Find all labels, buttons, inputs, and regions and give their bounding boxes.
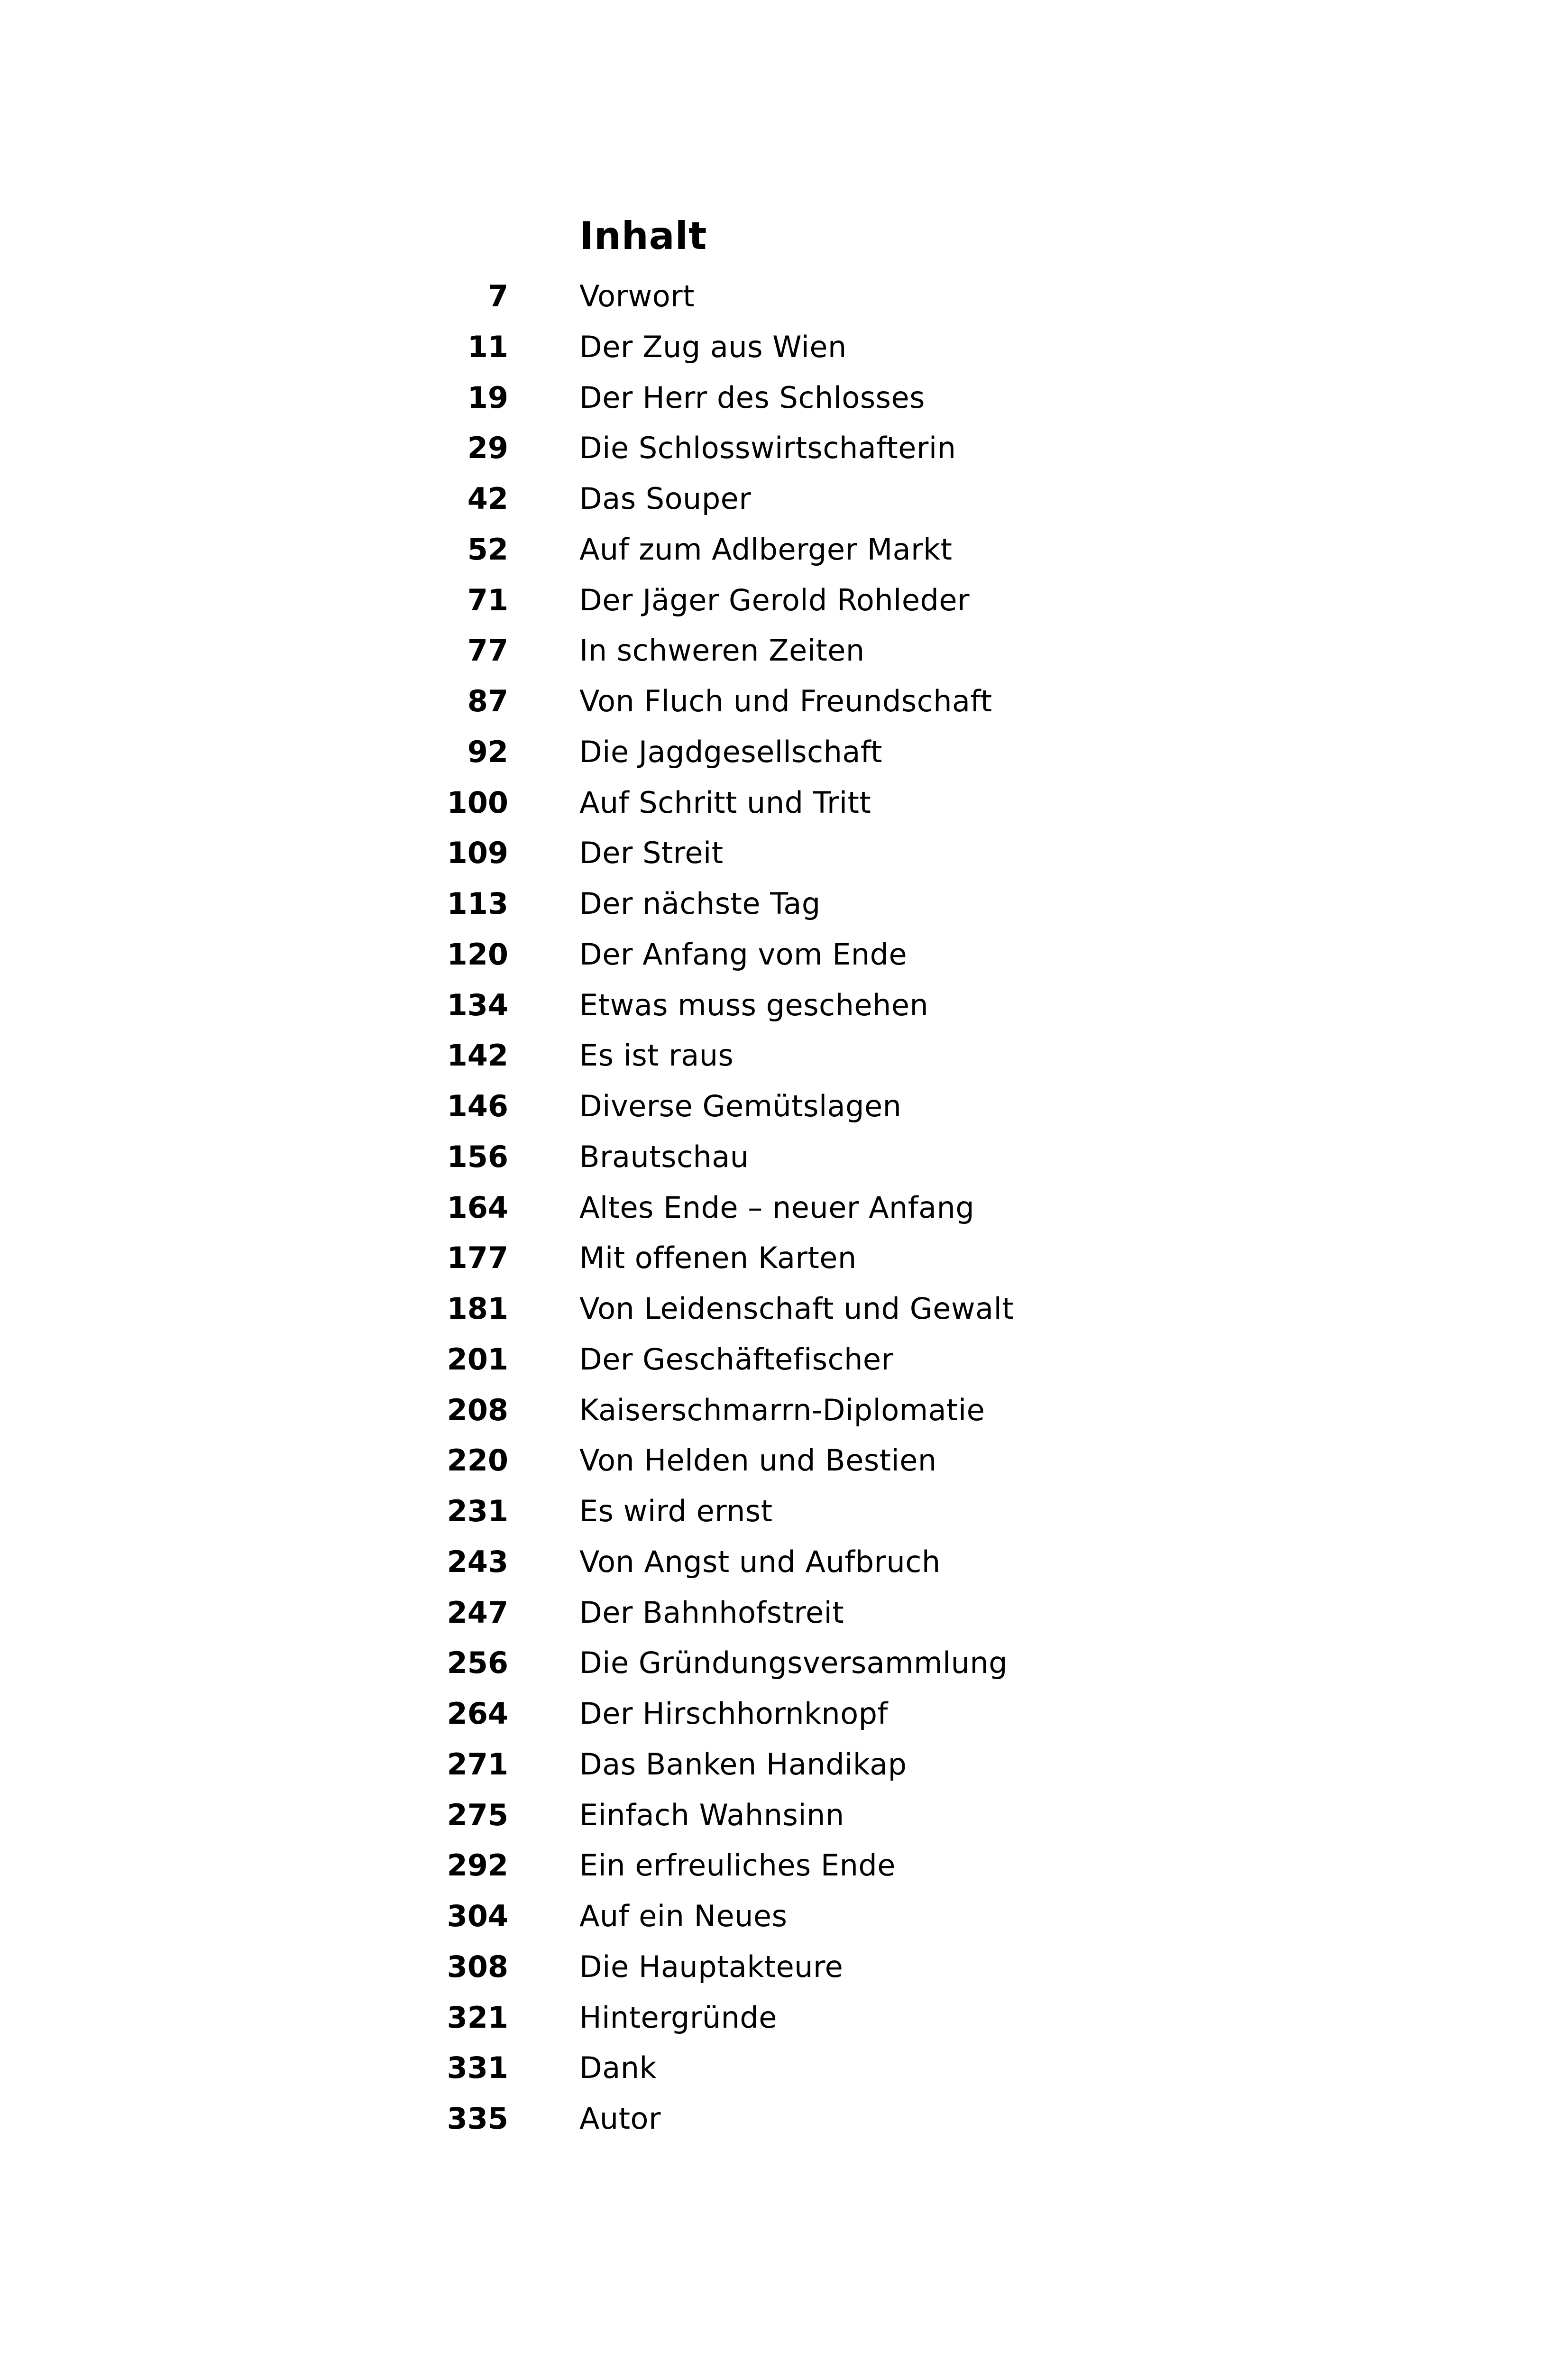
toc-entry [0, 1843, 1568, 1893]
toc-page-number: 52 [467, 532, 508, 567]
toc-page-number: 11 [467, 329, 508, 364]
toc-entry [0, 628, 1568, 679]
toc-page-number: 181 [447, 1291, 508, 1326]
toc-entry [0, 983, 1568, 1033]
toc-chapter-title: Die Schlosswirtschafterin [579, 431, 956, 466]
toc-entry [0, 1489, 1568, 1539]
toc-list [0, 274, 1568, 2147]
toc-entry [0, 679, 1568, 729]
toc-page-number: 71 [467, 582, 508, 617]
toc-entry [0, 324, 1568, 375]
toc-page-number: 231 [447, 1494, 508, 1528]
toc-chapter-title: Der Herr des Schlosses [579, 380, 925, 415]
toc-chapter-title: Der Hirschhornknopf [579, 1696, 888, 1731]
toc-title: Inhalt [579, 214, 707, 258]
toc-page-number: 19 [467, 380, 508, 415]
toc-chapter-title: Von Fluch und Freundschaft [579, 684, 992, 718]
toc-page-number: 42 [467, 481, 508, 516]
toc-page-number: 156 [447, 1139, 508, 1174]
toc-page-number: 275 [447, 1797, 508, 1832]
toc-chapter-title: Der Geschäftefischer [579, 1342, 894, 1377]
toc-entry [0, 1033, 1568, 1084]
toc-entry [0, 1235, 1568, 1286]
toc-entry [0, 1185, 1568, 1236]
toc-chapter-title: Es ist raus [579, 1038, 734, 1073]
toc-page-number: 146 [447, 1089, 508, 1123]
toc-page-number: 321 [447, 2000, 508, 2035]
toc-chapter-title: Autor [579, 2101, 661, 2136]
toc-entry [0, 932, 1568, 983]
toc-entry [0, 476, 1568, 527]
toc-chapter-title: Diverse Gemütslagen [579, 1089, 902, 1123]
toc-chapter-title: Der Jäger Gerold Rohleder [579, 582, 970, 617]
toc-page-number: 77 [467, 633, 508, 668]
toc-entry [0, 425, 1568, 476]
toc-page-number: 113 [447, 886, 508, 921]
toc-chapter-title: Von Helden und Bestien [579, 1443, 937, 1478]
toc-chapter-title: Der Bahnhofstreit [579, 1595, 844, 1630]
toc-chapter-title: Vorwort [579, 279, 695, 313]
toc-entry [0, 274, 1568, 324]
toc-chapter-title: Auf Schritt und Tritt [579, 785, 871, 820]
toc-entry [0, 527, 1568, 578]
toc-page-number: 264 [447, 1696, 508, 1731]
toc-page-number: 177 [447, 1241, 508, 1276]
toc-page-number: 208 [447, 1392, 508, 1427]
toc-page-number: 304 [447, 1899, 508, 1933]
toc-entry [0, 1691, 1568, 1742]
toc-entry [0, 375, 1568, 426]
toc-chapter-title: Die Jagdgesellschaft [579, 734, 882, 769]
toc-chapter-title: Altes Ende – neuer Anfang [579, 1190, 975, 1225]
toc-page-number: 292 [447, 1848, 508, 1883]
toc-chapter-title: Hintergründe [579, 2000, 777, 2035]
toc-page-number: 142 [447, 1038, 508, 1073]
toc-entry [0, 578, 1568, 628]
toc-entry [0, 1995, 1568, 2046]
toc-chapter-title: Auf ein Neues [579, 1899, 788, 1933]
toc-chapter-title: Ein erfreuliches Ende [579, 1848, 896, 1883]
toc-page-number: 331 [447, 2050, 508, 2086]
toc-chapter-title: In schweren Zeiten [579, 633, 865, 668]
toc-page-number: 92 [467, 734, 508, 769]
toc-page-number: 335 [447, 2101, 508, 2136]
toc-page-number: 308 [447, 1949, 508, 1984]
toc-chapter-title: Der Zug aus Wien [579, 329, 847, 364]
toc-entry [0, 1084, 1568, 1134]
toc-chapter-title: Der Streit [579, 836, 724, 871]
toc-chapter-title: Der Anfang vom Ende [579, 937, 908, 972]
toc-chapter-title: Mit offenen Karten [579, 1241, 857, 1276]
toc-chapter-title: Das Banken Handikap [579, 1746, 907, 1782]
toc-page-number: 271 [447, 1746, 508, 1782]
toc-chapter-title: Das Souper [579, 481, 752, 516]
toc-chapter-title: Von Leidenschaft und Gewalt [579, 1291, 1014, 1326]
toc-chapter-title: Kaiserschmarrn-Diplomatie [579, 1392, 985, 1427]
toc-page-number: 109 [447, 836, 508, 871]
toc-entry [0, 2096, 1568, 2147]
toc-page-number: 134 [447, 987, 508, 1022]
toc-entry [0, 1134, 1568, 1185]
toc-chapter-title: Etwas muss geschehen [579, 987, 929, 1022]
toc-chapter-title: Brautschau [579, 1139, 749, 1174]
toc-entry [0, 1590, 1568, 1641]
toc-entry [0, 1539, 1568, 1590]
toc-chapter-title: Einfach Wahnsinn [579, 1797, 844, 1832]
toc-entry [0, 2045, 1568, 2096]
toc-chapter-title: Dank [579, 2050, 657, 2086]
toc-entry [0, 1792, 1568, 1843]
toc-page-number: 87 [467, 684, 508, 718]
toc-entry [0, 1944, 1568, 1995]
toc-entry [0, 1337, 1568, 1388]
toc-entry [0, 1640, 1568, 1691]
toc-entry [0, 881, 1568, 932]
toc-page-number: 7 [487, 279, 508, 313]
toc-chapter-title: Von Angst und Aufbruch [579, 1544, 941, 1579]
toc-page-number: 120 [447, 937, 508, 972]
toc-chapter-title: Der nächste Tag [579, 886, 821, 921]
toc-entry [0, 830, 1568, 881]
toc-page-number: 201 [447, 1342, 508, 1377]
toc-page-number: 164 [447, 1190, 508, 1225]
toc-page-number: 247 [447, 1595, 508, 1630]
toc-page-number: 243 [447, 1544, 508, 1579]
toc-page-number: 256 [447, 1645, 508, 1681]
toc-entry [0, 1742, 1568, 1792]
toc-entry [0, 1893, 1568, 1944]
toc-entry [0, 1388, 1568, 1438]
toc-page-number: 100 [447, 785, 508, 820]
toc-page-number: 220 [447, 1443, 508, 1478]
toc-page-number: 29 [467, 431, 508, 466]
toc-entry [0, 780, 1568, 831]
toc-entry [0, 1286, 1568, 1337]
toc-chapter-title: Die Hauptakteure [579, 1949, 844, 1984]
toc-entry [0, 729, 1568, 780]
toc-chapter-title: Die Gründungsversammlung [579, 1645, 1008, 1681]
toc-entry [0, 1438, 1568, 1489]
toc-chapter-title: Auf zum Adlberger Markt [579, 532, 953, 567]
toc-chapter-title: Es wird ernst [579, 1494, 773, 1528]
